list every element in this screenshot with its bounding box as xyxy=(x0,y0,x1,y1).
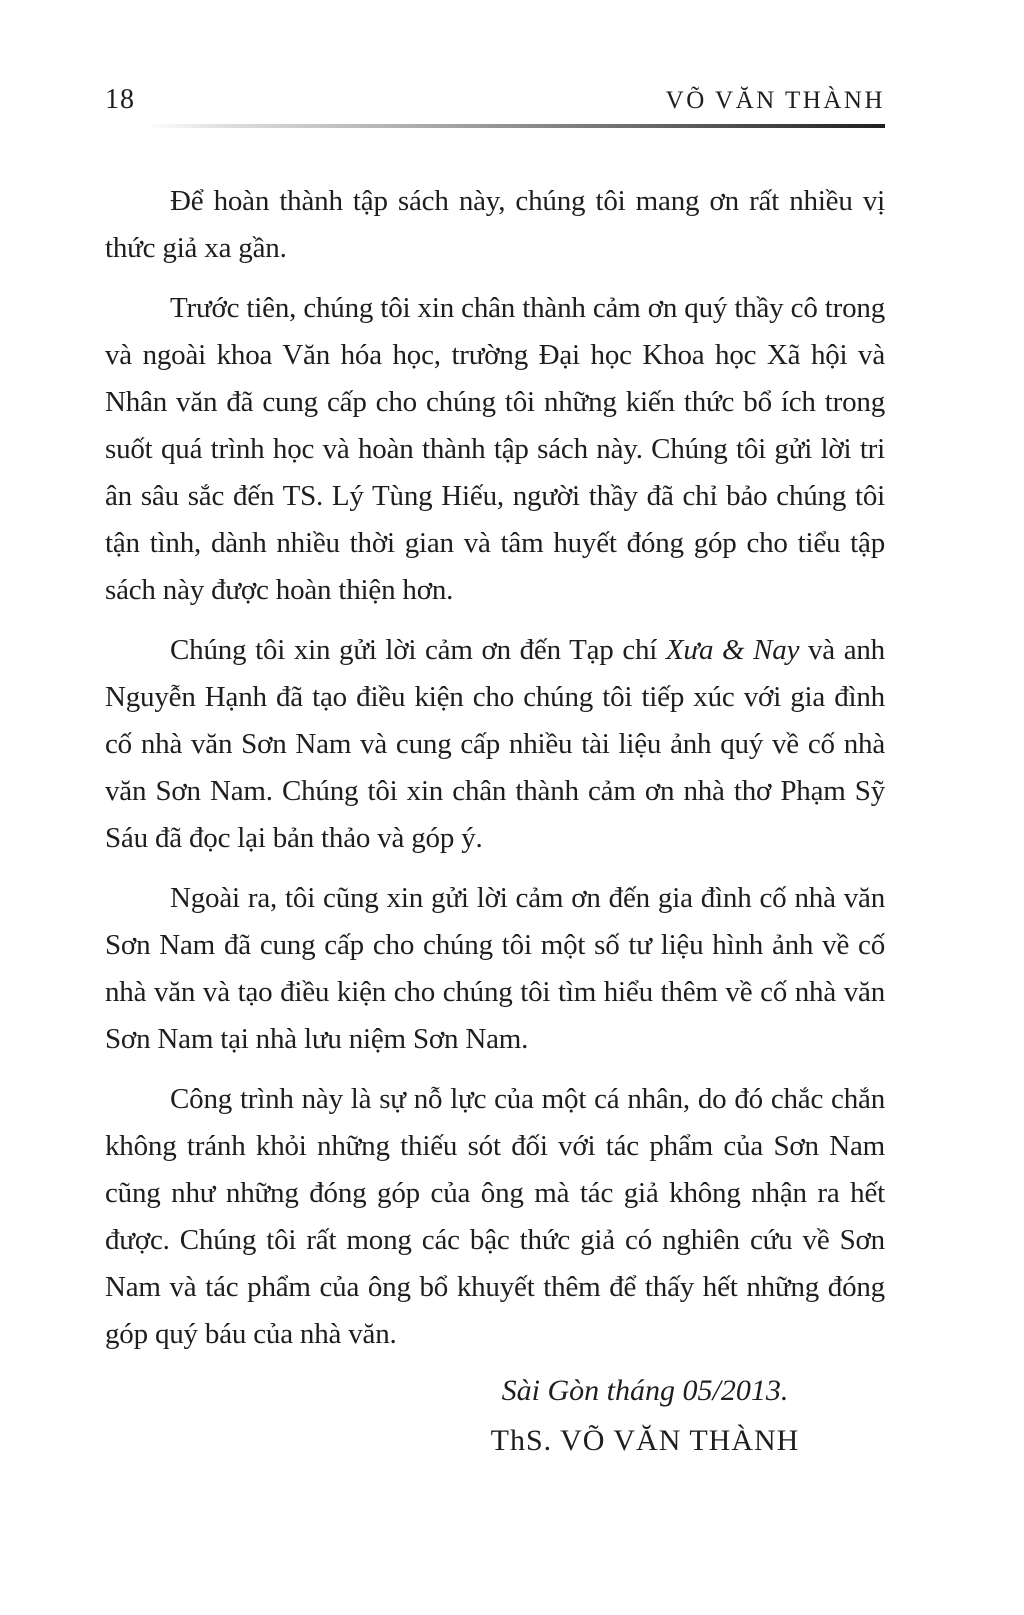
signoff-block xyxy=(425,1374,865,1458)
page-number: 18 xyxy=(105,84,135,115)
paragraph-run: Ngoài ra, tôi cũng xin gửi lời cảm ơn đến gia đình cố nhà văn Sơn Nam đã cung cấp cho chúng tôi một số tư liệu hình ảnh về cố nhà văn và tạo điều kiện cho chúng tôi tìm hiểu thêm về cố nhà văn Sơn Nam tại nhà lưu niệm Sơn Nam. xyxy=(105,882,885,1055)
paragraph-run: Công trình này là sự nỗ lực của một cá nhân, do đó chắc chắn không tránh khỏi những thiếu sót đối với tác phẩm của Sơn Nam cũng như những đóng góp của ông mà tác giả không nhận ra hết được. Chúng tôi rất mong các bậc thức giả có nghiên cứu về Sơn Nam và tác phẩm của ông bổ khuyết thêm để thấy hết những đóng góp quý báu của nhà văn. xyxy=(105,1083,885,1350)
running-header-title: VÕ VĂN THÀNH xyxy=(665,87,885,114)
paragraph xyxy=(105,1076,885,1358)
paragraph xyxy=(105,178,885,272)
signoff-place-date: Sài Gòn tháng 05/2013. xyxy=(501,1374,789,1407)
paragraph-run: Để hoàn thành tập sách này, chúng tôi mang ơn rất nhiều vị thức giả xa gần. xyxy=(105,185,885,264)
paragraph xyxy=(105,875,885,1063)
paragraph-run: Trước tiên, chúng tôi xin chân thành cảm ơn quý thầy cô trong và ngoài khoa Văn hóa học, trường Đại học Khoa học Xã hội và Nhân văn đã cung cấp cho chúng tôi những kiến thức bổ ích trong suốt quá trình học và hoàn thành tập sách này. Chúng tôi gửi lời tri ân sâu sắc đến TS. Lý Tùng Hiếu, người thầy đã chỉ bảo chúng tôi tận tình, dành nhiều thời gian và tâm huyết đóng góp cho tiểu tập sách này được hoàn thiện hơn. xyxy=(105,292,885,606)
paragraph-run: Chúng tôi xin gửi lời cảm ơn đến Tạp chí xyxy=(170,634,666,666)
header-rule-divider xyxy=(145,124,885,128)
body-text xyxy=(105,178,885,1358)
paragraph-italic-run: Xưa & Nay xyxy=(665,634,800,666)
paragraph-run: và anh Nguyễn Hạnh đã tạo điều kiện cho chúng tôi tiếp xúc với gia đình cố nhà văn Sơn Nam và cung cấp nhiều tài liệu ảnh quý về cố nhà văn Sơn Nam. Chúng tôi xin chân thành cảm ơn nhà thơ Phạm Sỹ Sáu đã đọc lại bản thảo và góp ý. xyxy=(105,634,885,854)
signoff-author: ThS. VÕ VĂN THÀNH xyxy=(490,1424,800,1457)
page-header xyxy=(105,84,885,116)
paragraph xyxy=(105,285,885,614)
paragraph xyxy=(105,627,885,862)
